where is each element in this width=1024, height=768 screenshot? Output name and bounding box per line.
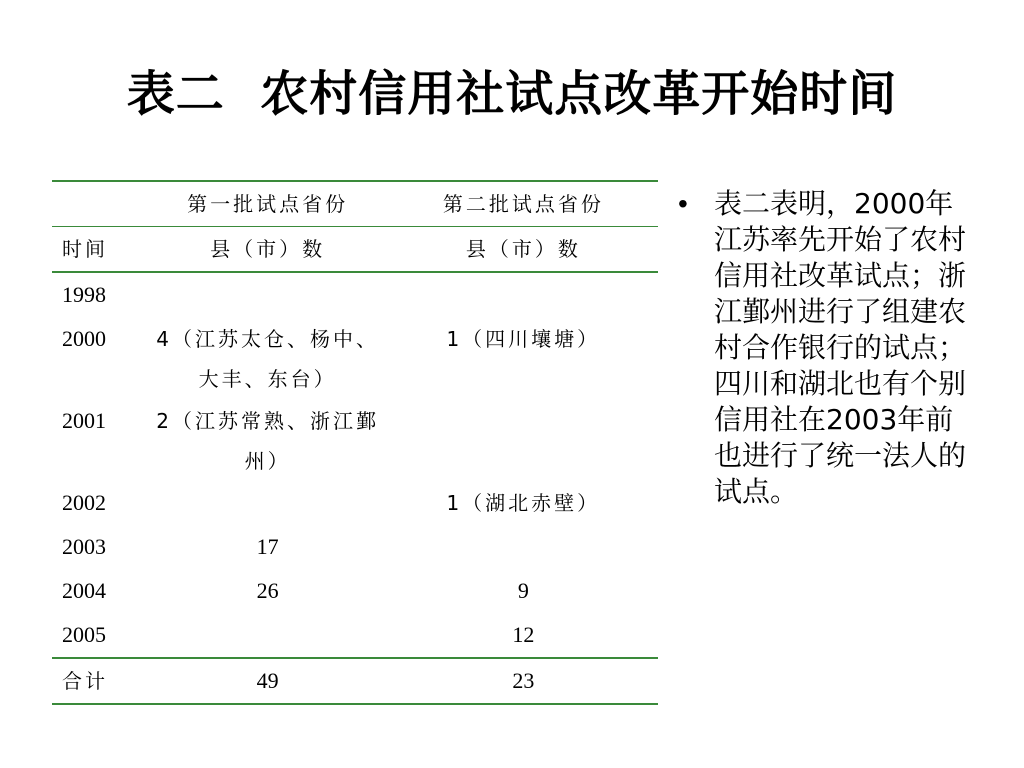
- total-second-batch: 23: [389, 658, 658, 704]
- second-batch-cell: 1（四川壤塘）: [446, 327, 601, 351]
- table-row: [52, 569, 658, 613]
- header-cell-empty: [52, 181, 147, 227]
- bullet-text: 表二表明，2000年江苏率先开始了农村信用社改革试点；浙江鄞州进行了组建农村合作银行的试点；四川和湖北也有个别信用社在2003年前也进行了统一法人的试点。: [714, 187, 967, 508]
- header-first-batch: 第一批试点省份: [147, 181, 389, 227]
- header-second-batch: 第二批试点省份: [389, 181, 658, 227]
- table-row: [52, 317, 658, 399]
- year-cell: 2000: [62, 326, 106, 351]
- bullet-marker: •: [678, 188, 688, 219]
- total-first-batch: 49: [147, 658, 389, 704]
- table-row: [52, 272, 658, 317]
- first-batch-cell: 26: [256, 578, 279, 603]
- first-batch-cell: 17: [256, 534, 279, 559]
- table-row: [52, 399, 658, 481]
- second-batch-cell: [389, 399, 658, 481]
- year-cell: 2005: [62, 622, 106, 647]
- second-batch-cell: [389, 525, 658, 569]
- pilot-reform-table: [52, 180, 658, 705]
- table-row: [52, 481, 658, 525]
- header-second-count: 县（市）数: [389, 227, 658, 273]
- first-batch-cell: [147, 481, 389, 525]
- table-row: [52, 525, 658, 569]
- year-cell: 1998: [62, 282, 106, 307]
- first-batch-cell: 4（江苏太仓、杨中、大丰、东台）: [156, 327, 380, 391]
- second-batch-cell: 9: [517, 578, 529, 603]
- table-row: [52, 613, 658, 658]
- first-batch-cell: 2（江苏常熟、浙江鄞州）: [156, 409, 380, 473]
- header-row-batches: [52, 181, 658, 227]
- header-row-units: [52, 227, 658, 273]
- second-batch-cell: 12: [512, 622, 535, 647]
- second-batch-cell: [389, 272, 658, 317]
- first-batch-cell: [147, 272, 389, 317]
- first-batch-cell: [147, 613, 389, 658]
- year-cell: 2004: [62, 578, 106, 603]
- total-row: [52, 658, 658, 704]
- header-time: 时间: [52, 227, 147, 273]
- year-cell: 2001: [62, 408, 106, 433]
- slide-title: 表二 农村信用社试点改革开始时间: [126, 66, 898, 122]
- second-batch-cell: 1（湖北赤壁）: [446, 491, 601, 515]
- total-label: 合计: [52, 658, 147, 704]
- year-cell: 2002: [62, 490, 106, 515]
- header-first-count: 县（市）数: [147, 227, 389, 273]
- year-cell: 2003: [62, 534, 106, 559]
